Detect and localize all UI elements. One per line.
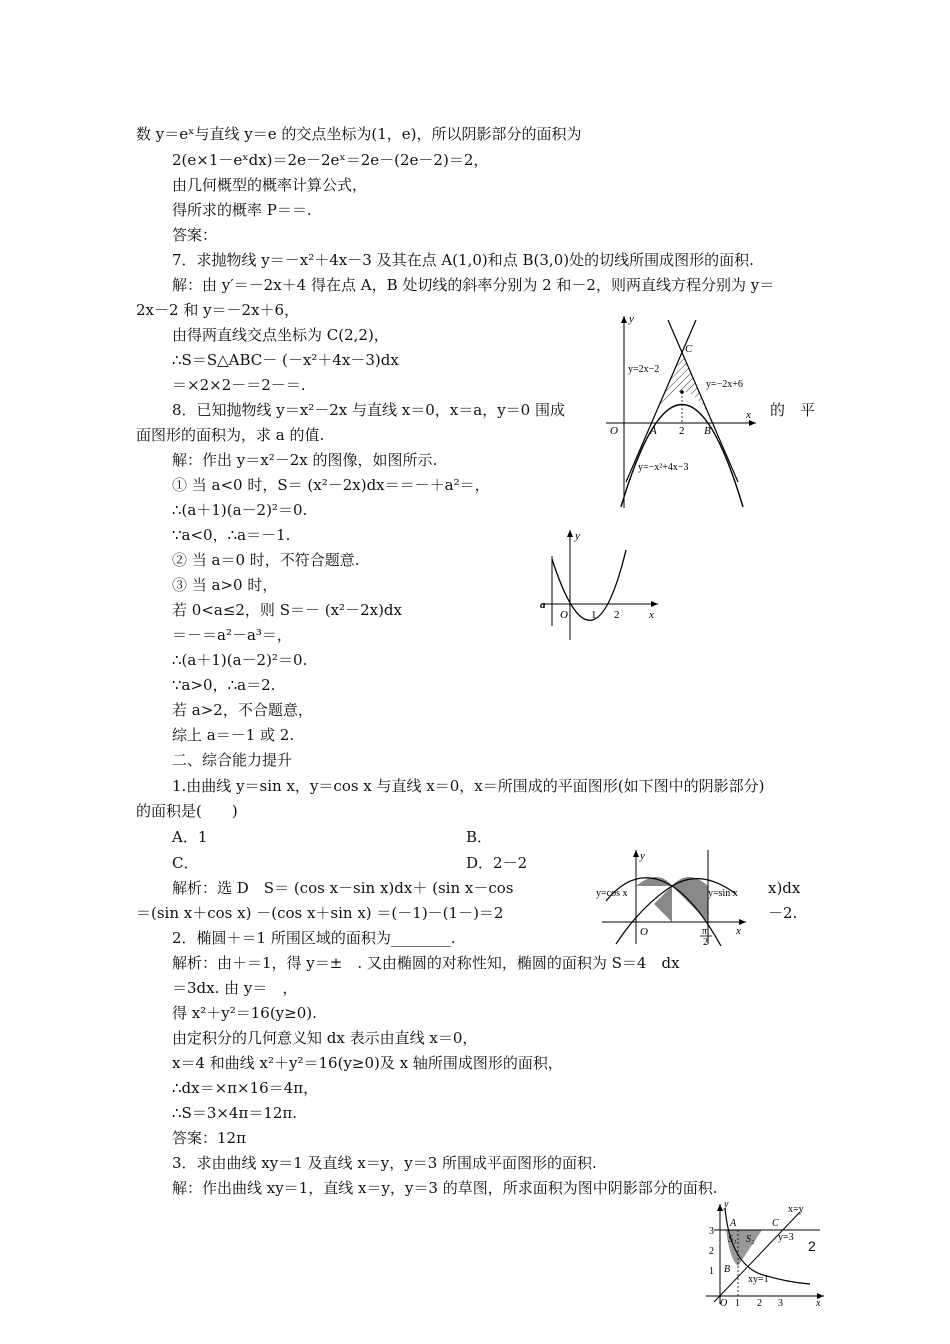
text-line: ∵a<0，∴a＝－1. [172, 526, 291, 544]
text-line: 2．椭圆＋＝1 所围区域的面积为________. [172, 929, 456, 947]
fig2-label-2: 2 [614, 609, 620, 621]
fig4-line-y3-label: y=3 [778, 1232, 794, 1243]
text-line: 面图形的面积为，求 a 的值. [136, 426, 325, 444]
fig4-line-xy-label: x=y [788, 1204, 804, 1215]
fig3-cos-label: y=cos x [596, 888, 628, 899]
fig4-tick-1: 1 [735, 1298, 740, 1306]
text-line: 综上 a＝－1 或 2. [172, 726, 295, 744]
fig4-tick-3: 3 [778, 1298, 783, 1306]
fig1-label-b: B [704, 425, 711, 437]
text-line: ③ 当 a>0 时， [172, 576, 278, 594]
fig2-x-label: x [649, 609, 654, 621]
text-line: 1.由曲线 y＝sin x，y＝cos x 与直线 x＝0，x＝所围成的平面图形(如下图中的阴影部分) [172, 777, 765, 795]
fig4-origin: O [720, 1298, 728, 1306]
text-line: ＝－＝a²－a³＝， [172, 626, 292, 644]
fig3-sin-label: y=sin x [708, 888, 738, 899]
text-line: 答案：12π [172, 1129, 246, 1147]
text-line: 解析：选 D S＝ (cos x－sin x)dx＋ (sin x－cos [172, 879, 514, 897]
fig4-label-s2: S₂ [746, 1234, 755, 1245]
fig4-label-c: C [772, 1218, 779, 1229]
figure-parabola-area [536, 526, 662, 644]
text-line: ＝3dx. 由 y＝ ， [172, 979, 298, 997]
fig1-y-label: y [629, 313, 634, 325]
fig3-origin: O [640, 926, 648, 938]
figure-sin-cos [596, 846, 766, 946]
fig3-x-label: x [736, 925, 741, 937]
text-line: ① 当 a<0 时，S＝ (x²－2x)dx＝＝－＋a²＝， [172, 476, 490, 494]
text-line: 2x－2 和 y＝－2x＋6， [136, 301, 300, 319]
text-line: ＝×2×2－＝2－＝. [172, 376, 306, 394]
text-line: 解：由 y′＝－2x＋4 得在点 A，B 处切线的斜率分别为 2 和－2，则两直线方程分别为 y＝ [172, 276, 775, 294]
fig3-y-label: y [640, 850, 645, 862]
fig1-line2-label: y=−2x+6 [706, 379, 743, 390]
fig1-label-2: 2 [679, 425, 685, 437]
text-line: 二、综合能力提升 [172, 751, 293, 769]
text-line: 解：作出曲线 xy＝1，直线 x＝y，y＝3 的草图，所求面积为图中阴影部分的面积. [172, 1179, 718, 1197]
text-line: 答案： [172, 226, 218, 244]
text-line: －2. [768, 904, 798, 922]
text-line: ② 当 a＝0 时，不符合题意. [172, 551, 360, 569]
text-line: D．2－2 [466, 854, 528, 872]
fig1-line1-label: y=2x−2 [628, 364, 660, 375]
text-line: 7．求抛物线 y＝－x²＋4x－3 及其在点 A(1,0)和点 B(3,0)处的切线所围成图形的面积. [172, 251, 754, 269]
text-line: 解：作出 y＝x²－2x 的图像，如图所示. [172, 451, 438, 469]
text-line: x＝4 和曲线 x²＋y²＝16(y≥0)及 x 轴所围成图形的面积， [172, 1054, 563, 1072]
fig1-x-label: x [746, 409, 751, 421]
fig1-origin: O [610, 425, 618, 437]
fig4-tick-2: 2 [757, 1298, 762, 1306]
fig4-curve-label: xy=1 [748, 1274, 769, 1285]
text-line: 若 0<a≤2，则 S＝－ (x²－2x)dx [172, 601, 402, 619]
figure-hyperbola-area [700, 1202, 830, 1306]
text-line: 3．求由曲线 xy＝1 及直线 x＝y，y＝3 所围成平面图形的面积. [172, 1154, 597, 1172]
fig2-label-a: a [540, 599, 546, 611]
fig4-label-b: B [724, 1264, 731, 1275]
text-line: ∵a>0，∴a＝2. [172, 676, 276, 694]
text-line: ∴S＝3×4π＝12π. [172, 1104, 298, 1122]
fig4-x-label: x [816, 1298, 821, 1306]
text-line: 得 x²＋y²＝16(y≥0). [172, 1004, 317, 1022]
fig4-label-s1: S₁ [728, 1234, 737, 1245]
text-line: ∴dx＝×π×16＝4π， [172, 1079, 319, 1097]
text-line: 由得两直线交点坐标为 C(2,2)， [172, 326, 389, 344]
text-line: C． [172, 854, 199, 872]
fig1-label-c: C [685, 343, 693, 355]
fig2-origin: O [560, 609, 568, 621]
fig4-ytick-3: 3 [709, 1226, 714, 1237]
text-line: x)dx [768, 879, 801, 897]
text-line: 由几何概型的概率计算公式， [172, 176, 368, 194]
text-line: 的 平 [770, 401, 816, 419]
text-line: 得所求的概率 P＝＝. [172, 201, 312, 219]
fig3-pi-den: 2 [703, 937, 708, 946]
page-number: 2 [808, 1238, 816, 1254]
text-line: ∴(a＋1)(a－2)²＝0. [172, 651, 308, 669]
text-line: 8．已知抛物线 y＝x²－2x 与直线 x＝0，x＝a，y＝0 围成 [172, 401, 565, 419]
fig2-y-label: y [575, 530, 580, 542]
figure-parabola-tangents [596, 312, 766, 512]
text-line: ＝(sin x＋cos x) －(cos x＋sin x) ＝(－1)－(1－)＝2 [136, 904, 504, 922]
text-line: B． [466, 828, 493, 846]
text-line: A．1 [172, 828, 208, 846]
text-line: ∴S＝S△ABC－ (－x²＋4x－3)dx [172, 351, 399, 369]
text-line: ∴(a＋1)(a－2)²＝0. [172, 501, 308, 519]
fig1-label-a: A [650, 425, 657, 437]
fig4-y-label: y [724, 1202, 729, 1210]
fig3-pi-label: π [702, 926, 708, 937]
fig4-label-a: A [730, 1218, 737, 1229]
text-line: 2(e×1－eˣdx)＝2e－2eˣ＝2e－(2e－2)＝2， [172, 151, 489, 169]
text-line: 数 y＝eˣ与直线 y＝e 的交点坐标为(1，e)，所以阴影部分的面积为 [136, 125, 582, 143]
fig4-ytick-2: 2 [709, 1246, 714, 1257]
fig4-ytick-1: 1 [709, 1266, 714, 1277]
fig2-label-1: 1 [591, 609, 597, 621]
text-line: 由定积分的几何意义知 dx 表示由直线 x＝0， [172, 1029, 478, 1047]
text-line: 若 a>2，不合题意， [172, 701, 313, 719]
fig1-parabola-label: y=−x²+4x−3 [638, 462, 689, 473]
text-line: 的面积是( ) [136, 802, 238, 820]
text-line: 解析：由＋＝1，得 y＝± . 又由椭圆的对称性知，椭圆的面积为 S＝4 dx [172, 954, 680, 972]
